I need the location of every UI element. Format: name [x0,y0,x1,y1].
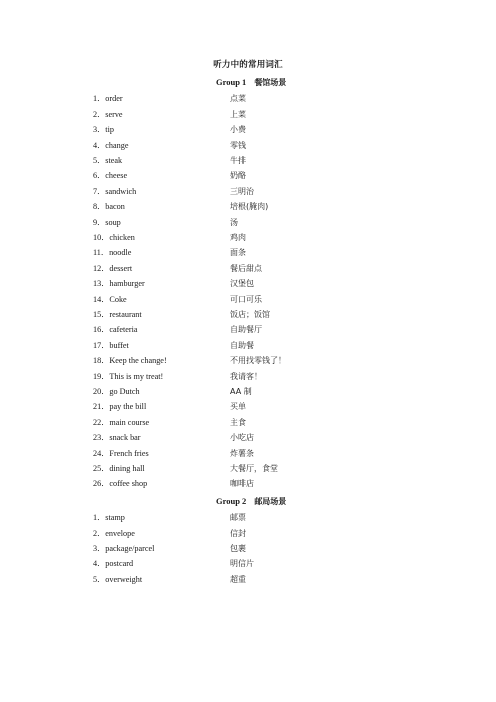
vocab-term: pay the bill [109,402,147,412]
vocab-number: 24． [93,448,110,458]
vocab-row [0,155,496,169]
vocab-chinese: 邮票 [230,513,246,523]
vocab-english [93,217,121,228]
vocab-row [0,340,496,354]
group-scene: 邮局场景 [254,496,287,506]
vocab-term: overweight [105,574,143,584]
vocab-english [93,448,149,459]
vocab-number: 12． [93,263,110,273]
vocab-row [0,232,496,246]
vocab-english [93,478,147,489]
vocab-english [93,463,145,474]
vocab-chinese: 我请客！ [230,371,262,381]
vocab-row [0,201,496,215]
vocab-english [93,432,141,443]
vocab-term: Keep the change! [109,356,167,366]
vocab-row [0,574,496,588]
vocab-term: dessert [109,263,133,273]
vocab-row [0,355,496,369]
vocab-number: 2． [93,109,106,119]
vocab-number: 15． [93,310,110,319]
vocab-row [0,93,496,107]
vocab-term: coffee shop [109,479,148,489]
vocab-chinese: 小费 [230,125,246,135]
vocab-number: 22． [93,417,110,427]
vocab-term: soup [105,217,121,227]
vocab-term: go Dutch [109,387,140,396]
vocab-chinese: 大餐厅，食堂 [230,464,278,473]
vocab-row [0,528,496,542]
vocab-term: Coke [109,294,127,304]
vocab-chinese: 超重 [230,574,246,584]
vocab-english [93,355,167,366]
vocab-row [0,432,496,446]
vocab-english [93,512,125,523]
vocab-chinese: AA 制 [230,387,252,396]
vocab-english [93,109,123,120]
vocab-chinese: 咖啡店 [230,479,254,489]
vocab-english [93,93,123,104]
vocab-chinese: 上菜 [230,109,246,119]
vocab-row [0,294,496,308]
group-label: Group 1 [216,77,247,87]
vocab-number: 4． [93,140,106,150]
vocab-row [0,309,496,323]
vocab-row [0,448,496,462]
vocab-english [93,278,145,289]
vocab-term: noodle [109,248,132,258]
vocab-chinese: 餐后甜点 [230,263,262,273]
document-title: 听力中的常用词汇 [213,60,283,70]
vocab-term: postcard [105,559,134,569]
vocab-english [93,247,131,258]
vocab-chinese: 牛排 [230,156,246,165]
vocab-chinese: 汉堡包 [230,279,254,289]
vocab-english [93,528,135,539]
vocab-number: 10． [93,233,110,242]
vocab-term: order [105,94,123,104]
vocab-number: 1． [93,94,106,104]
vocab-english [93,558,133,569]
vocab-term: cheese [105,171,128,181]
vocab-chinese: 信封 [230,528,246,538]
vocab-term: chicken [109,233,135,242]
vocab-english [93,574,142,585]
vocab-number: 3． [93,125,106,135]
vocab-term: cafeteria [109,325,138,335]
vocab-chinese: 可口可乐 [230,294,262,304]
vocab-number: 5． [93,574,106,584]
vocab-row [0,371,496,385]
vocab-row [0,278,496,292]
vocab-term: dining hall [109,464,145,473]
vocab-chinese: 包裹 [230,544,246,553]
vocab-chinese: 面条 [230,248,246,258]
vocab-chinese: 主食 [230,417,246,427]
group-heading [216,496,286,507]
vocab-english [93,386,140,397]
vocab-term: restaurant [109,310,142,319]
vocab-row [0,263,496,277]
vocab-chinese: 不用找零钱了！ [230,356,286,366]
vocab-english [93,543,154,554]
vocab-row [0,386,496,400]
vocab-chinese: 明信片 [230,559,254,569]
vocab-chinese: 小吃店 [230,433,254,443]
vocab-row [0,170,496,184]
vocab-chinese: 炸薯条 [230,448,254,458]
vocab-number: 2． [93,528,106,538]
vocab-number: 11． [93,248,110,258]
vocab-row [0,558,496,572]
vocab-term: steak [105,156,123,165]
vocab-row [0,109,496,123]
vocab-chinese: 汤 [230,217,238,227]
vocab-row [0,217,496,231]
vocab-number: 9． [93,217,106,227]
vocab-row [0,417,496,431]
vocab-english [93,124,114,135]
vocab-english [93,170,127,181]
group-heading [216,77,286,88]
vocab-row [0,247,496,261]
vocab-english [93,186,136,197]
vocab-chinese: 自助餐 [230,340,254,350]
vocab-number: 1． [93,513,106,523]
vocab-english [93,294,127,305]
vocab-term: main course [109,417,150,427]
vocab-number: 8． [93,202,106,212]
vocab-english [93,324,138,335]
vocab-term: snack bar [109,433,141,443]
vocab-term: French fries [109,448,149,458]
vocab-english [93,140,128,151]
vocab-number: 4． [93,559,106,569]
vocab-row [0,463,496,477]
vocab-number: 14． [93,294,110,304]
vocab-english [93,309,142,320]
vocab-chinese: 培根(腌肉) [230,202,269,212]
vocab-number: 13． [93,279,110,289]
vocab-number: 3． [93,544,106,553]
vocab-number: 5． [93,156,106,165]
vocab-english [93,340,129,351]
vocab-term: change [105,140,129,150]
vocab-term: stamp [105,513,125,523]
vocab-number: 6． [93,171,106,181]
vocab-number: 19． [93,371,110,381]
vocab-row [0,512,496,526]
vocab-chinese: 饭店；饭馆 [230,310,270,319]
vocab-term: package/parcel [105,544,155,553]
vocab-english [93,371,163,382]
group-scene: 餐馆场景 [254,78,287,87]
vocab-chinese: 零钱 [230,140,246,150]
vocab-number: 25． [93,464,110,473]
vocab-chinese: 买单 [230,402,246,412]
vocab-term: tip [105,125,114,135]
vocab-term: envelope [105,528,135,538]
vocab-term: sandwich [105,186,137,196]
vocab-row [0,324,496,338]
vocab-row [0,186,496,200]
vocab-english [93,232,135,243]
vocab-chinese: 自助餐厅 [230,325,262,335]
vocab-number: 7． [93,186,106,196]
group-label: Group 2 [216,495,247,506]
vocab-number: 23． [93,433,110,443]
vocab-row [0,140,496,154]
vocab-number: 17． [93,340,110,350]
vocab-number: 21． [93,402,110,412]
vocab-number: 20． [93,387,110,396]
vocab-term: This is my treat! [109,371,164,381]
vocab-english [93,401,146,412]
vocab-english [93,263,132,274]
vocab-row [0,543,496,557]
vocab-term: serve [105,109,123,119]
vocab-english [93,417,149,428]
vocab-term: hamburger [109,279,145,289]
vocab-row [0,401,496,415]
vocab-row [0,124,496,138]
vocab-term: buffet [109,340,129,350]
vocab-chinese: 奶酪 [230,171,246,181]
vocab-number: 16． [93,325,110,335]
vocab-english [93,201,125,212]
vocab-number: 18． [93,356,110,366]
vocab-row [0,478,496,492]
vocab-chinese: 鸡肉 [230,233,246,242]
vocab-chinese: 三明治 [230,186,254,196]
vocab-number: 26． [93,479,110,489]
vocab-english [93,155,122,166]
vocab-chinese: 点菜 [230,94,246,104]
vocab-term: bacon [105,202,125,212]
